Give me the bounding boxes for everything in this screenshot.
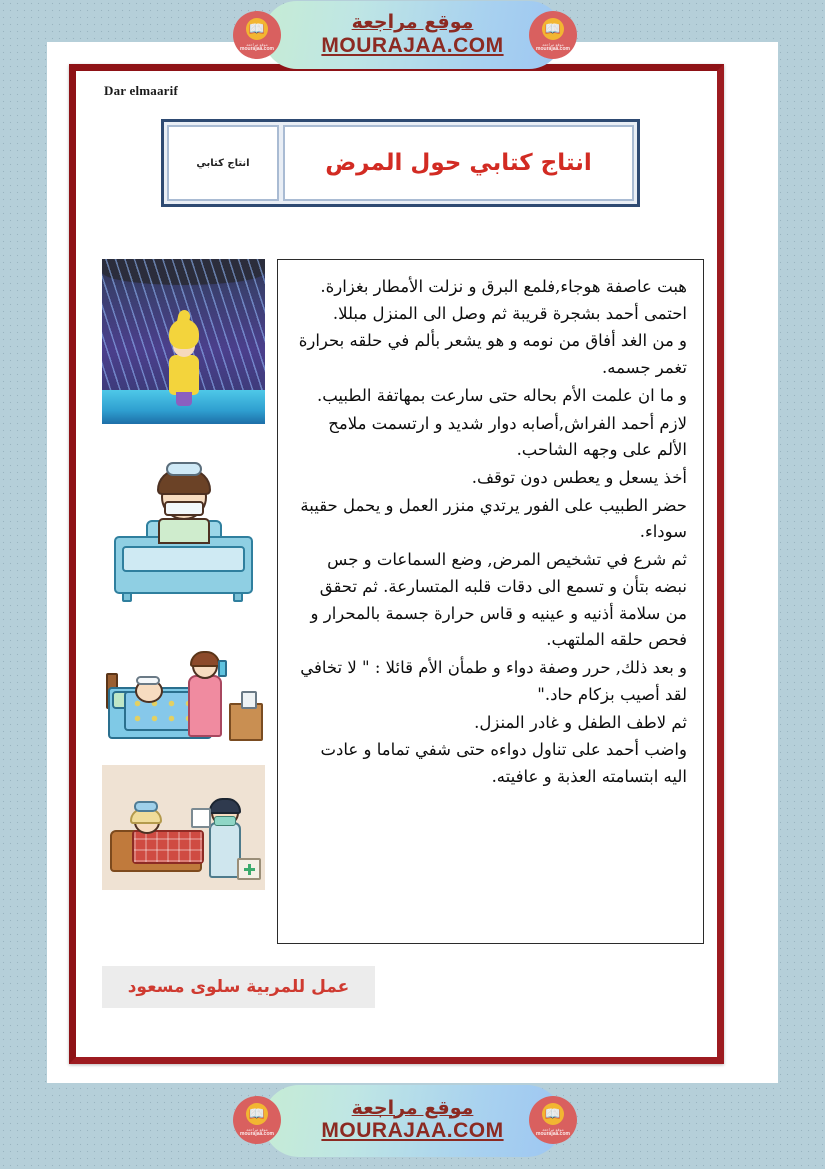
cup-icon (241, 691, 257, 709)
paragraph: لازم أحمد الفراش,أصابه دوار شديد و ارتسمت ملامح الألم على وجهه الشاحب. (328, 413, 687, 460)
mother-dress (188, 675, 222, 737)
author-signature (102, 966, 375, 1008)
paragraph: حضر الطبيب على الفور يرتدي منزر العمل و يحمل حقيبة سوداء. (300, 495, 687, 542)
plaid-blanket (132, 830, 204, 864)
face-mask-icon (164, 501, 204, 516)
book-icon: 📖 (246, 1103, 268, 1125)
publisher-brand: Dar elmaarif (104, 83, 178, 98)
face-mask-icon (214, 816, 236, 826)
banner-pill (263, 1, 563, 69)
badge-caption: موقع مراجعة (246, 1126, 268, 1132)
pill-blister-icon (191, 808, 211, 828)
worksheet-content (102, 259, 704, 944)
title-side-box (167, 125, 279, 201)
site-badge-left (233, 1096, 281, 1144)
title-main-box (283, 125, 634, 201)
illustration-sick-boy-in-bed (102, 440, 265, 608)
illustration-child-in-rain (102, 259, 265, 424)
paragraph: و ما ان علمت الأم بحاله حتى سارعت بمهاتفة الطبيب. (316, 385, 687, 405)
subject-label: انتاج كتابي (196, 157, 250, 169)
banner-website-url[interactable]: MOURAJAA.COM (321, 33, 504, 57)
badge-caption: موقع مراجعة (542, 1126, 564, 1132)
banner-arabic-title: موقع مراجعة (351, 1096, 474, 1119)
site-badge-right (529, 11, 577, 59)
bed-leg-left (122, 592, 132, 602)
bed-leg-right (233, 592, 243, 602)
ice-pack-icon (166, 462, 202, 476)
badge-url: mourajaa.com (536, 45, 570, 52)
badge-url: mourajaa.com (240, 45, 274, 52)
illustration-column (102, 259, 265, 944)
worksheet-sheet (47, 42, 778, 1083)
paragraph: و من الغد أفاق من نومه و هو يشعر بألم في حلقه بحرارة تغمر جسمه. (298, 331, 687, 378)
author-signature-text: عمل للمربية سلوى مسعود (127, 977, 350, 997)
doctor-hair (209, 798, 241, 814)
raincoat (169, 355, 199, 395)
book-icon: 📖 (246, 18, 268, 40)
rain-hood (169, 319, 199, 349)
medical-cross-icon (244, 864, 255, 875)
site-badge-left (233, 11, 281, 59)
worksheet-title-bar (161, 119, 640, 207)
bottom-promo-banner (0, 1083, 825, 1158)
bed-blanket (122, 546, 245, 572)
composition-text-box (277, 259, 704, 944)
telephone-icon (218, 660, 227, 677)
badge-caption: موقع مراجعة (542, 41, 564, 47)
badge-url: mourajaa.com (240, 1130, 274, 1137)
ice-pack-icon (136, 676, 160, 685)
paragraph: أخذ يسعل و يعطس دون توقف. (471, 468, 687, 488)
badge-url: mourajaa.com (536, 1130, 570, 1137)
banner-pill (263, 1085, 563, 1157)
banner-arabic-title: موقع مراجعة (351, 11, 474, 33)
paragraph: ثم لاطف الطفل و غادر المنزل. (474, 712, 687, 732)
paragraph: ثم شرع في تشخيص المرض, وضع السماعات و جس نبضه بتأن و تسمع الى دقات قلبه المتسارعة. ثم تحقق من سلامة أذنيه و عينيه و قاس حرارة جسمة بالمحرار و فحص حلقه الملتهب. (310, 550, 687, 650)
worksheet-red-frame (69, 64, 724, 1064)
paragraph: واضب أحمد على تناول دواءه حتى شفي تماما و عادت اليه ابتسامته العذبة و عافيته. (320, 740, 687, 786)
paragraph: و بعد ذلك, حرر وصفة دواء و طمأن الأم قائلا : " لا تخافي لقد أصيب بزكام حاد." (300, 658, 687, 704)
ice-pack-icon (134, 801, 158, 812)
banner-website-url[interactable]: MOURAJAA.COM (321, 1119, 504, 1143)
illustration-mother-calling-doctor (102, 624, 265, 749)
paragraph: هبت عاصفة هوجاء,فلمع البرق و نزلت الأمطار بغزارة. احتمى أحمد بشجرة قريبة ثم وصل الى المنزل مبللا. (320, 277, 687, 323)
page-title: انتاج كتابي حول المرض (325, 150, 592, 176)
first-aid-kit (237, 858, 261, 880)
illustration-doctor-with-kit (102, 765, 265, 890)
book-icon: 📖 (542, 18, 564, 40)
boy-pajama-torso (158, 518, 210, 544)
site-badge-right (529, 1096, 577, 1144)
book-icon: 📖 (542, 1103, 564, 1125)
child-legs (176, 392, 192, 406)
badge-caption: موقع مراجعة (246, 41, 268, 47)
